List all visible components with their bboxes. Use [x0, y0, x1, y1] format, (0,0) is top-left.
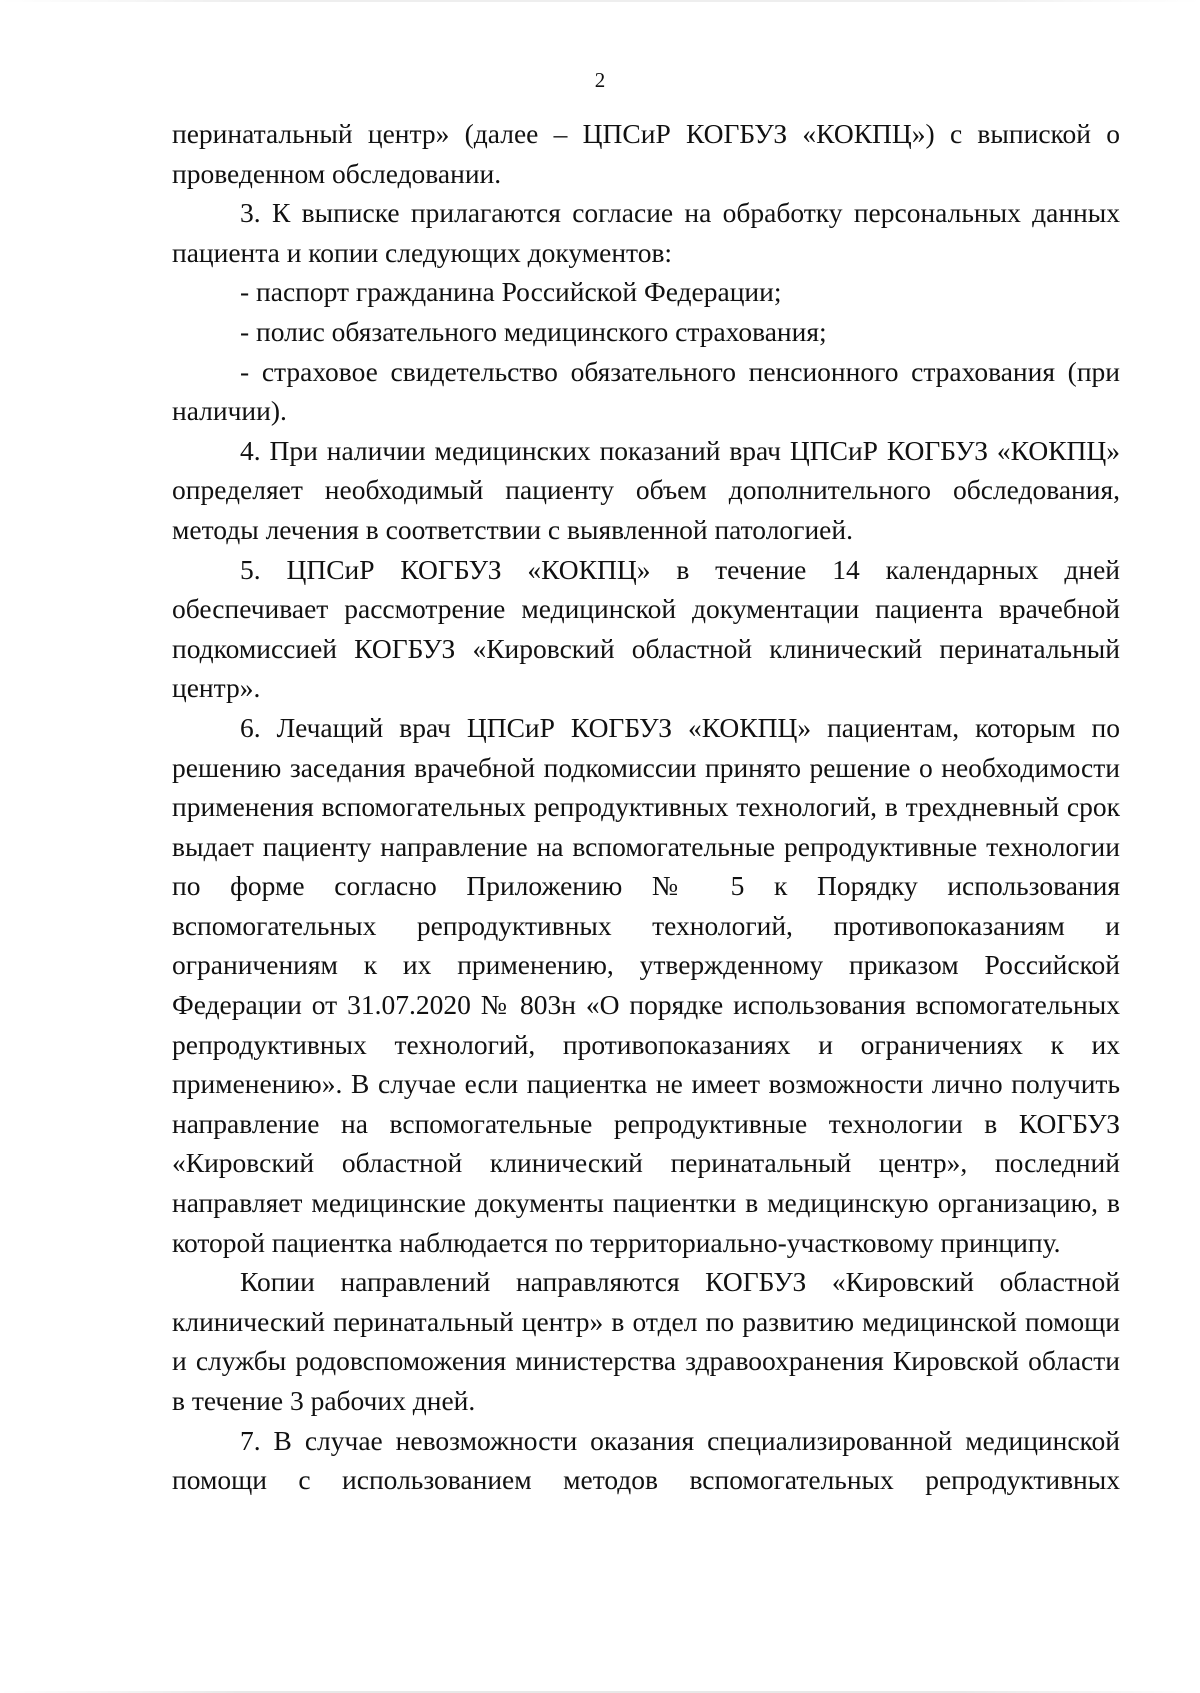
document-body: [172, 114, 1120, 1500]
paragraph-intro: перинатальный центр» (далее – ЦПСиР КОГБУЗ «КОКПЦ») с выпиской о проведенном обследовании.: [172, 118, 1120, 189]
list-item-insurance-policy: - полис обязательного медицинского страхования;: [240, 315, 827, 347]
paragraph-7: 7. В случае невозможности оказания специализированной медицинской помощи с использованием методов вспомогательных репродуктивных: [172, 1424, 1120, 1496]
paragraph-6: 6. Лечащий врач ЦПСиР КОГБУЗ «КОКПЦ» пациентам, которым по решению заседания врачебной подкомиссии принято решение о необходимости применения вспомогательных репродуктивных технологий, в трехдневный срок выдает пациенту направление на вспомогательные репродуктивные технологии по форме согласно Приложению № 5 к Порядку использования вспомогательных репродуктивных технологий, противопоказаниям и ограничениям к их применению, утвержденному приказом Российской Федерации от 31.07.2020 № 803н «О порядке использования вспомогательных репродуктивных технологий, противопоказаниях и ограничениях к их применению». В случае если пациентка не имеет возможности лично получить направление на вспомогательные репродуктивные технологии в КОГБУЗ «Кировский областной клинический перинатальный центр», последний направляет медицинские документы пациентки в медицинскую организацию, в которой пациентка наблюдается по территориально-участковому принципу.: [172, 711, 1120, 1258]
list-item-passport: - паспорт гражданина Российской Федерации;: [240, 276, 782, 308]
paragraph-5: 5. ЦПСиР КОГБУЗ «КОКПЦ» в течение 14 календарных дней обеспечивает рассмотрение медицинской документации пациента врачебной подкомиссией КОГБУЗ «Кировский областной клинический перинатальный центр».: [172, 553, 1120, 704]
list-item-pension-certificate: - страховое свидетельство обязательного пенсионного страхования (при наличии).: [172, 355, 1120, 427]
page-number: 2: [594, 68, 606, 92]
paragraph-4: 4. При наличии медицинских показаний врач ЦПСиР КОГБУЗ «КОКПЦ» определяет необходимый пациенту объем дополнительного обследования, методы лечения в соответствии с выявленной патологией.: [172, 434, 1120, 545]
paragraph-6-copies: Копии направлений направляются КОГБУЗ «Кировский областной клинический перинатальный центр» в отдел по развитию медицинской помощи и службы родовспоможения министерства здравоохранения Кировской области в течение 3 рабочих дней.: [172, 1266, 1120, 1416]
paragraph-3: 3. К выписке прилагаются согласие на обработку персональных данных пациента и копии следующих документов:: [172, 197, 1120, 268]
scan-edge-top: [0, 0, 1200, 2]
